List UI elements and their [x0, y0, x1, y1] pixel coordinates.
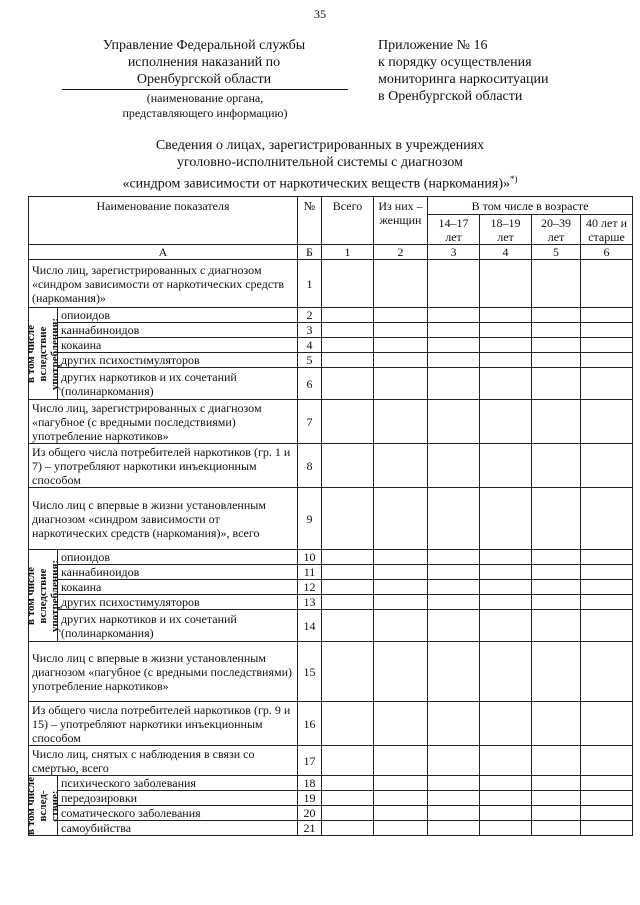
index-cell: 4 — [480, 245, 532, 260]
value-cell[interactable] — [428, 610, 480, 642]
value-cell[interactable] — [480, 702, 532, 746]
table-row — [29, 791, 633, 806]
group-label-text: в том числе вследствие употребления: — [25, 317, 61, 390]
value-cell[interactable] — [532, 821, 581, 836]
value-cell[interactable] — [532, 550, 581, 565]
value-cell[interactable] — [532, 791, 581, 806]
value-cell[interactable] — [322, 308, 374, 323]
value-cell[interactable] — [428, 565, 480, 580]
value-cell[interactable] — [322, 353, 374, 368]
row-number: 21 — [298, 821, 322, 836]
table-row — [29, 488, 633, 550]
value-cell[interactable] — [532, 400, 581, 444]
header-age: 40 лет и старше — [581, 215, 633, 245]
value-cell[interactable] — [532, 260, 581, 308]
value-cell[interactable] — [581, 565, 633, 580]
value-cell[interactable] — [374, 338, 428, 353]
value-cell[interactable] — [480, 488, 532, 550]
value-cell[interactable] — [374, 488, 428, 550]
value-cell[interactable] — [581, 595, 633, 610]
value-cell[interactable] — [322, 550, 374, 565]
table-row — [29, 323, 633, 338]
value-cell[interactable] — [374, 595, 428, 610]
table-row — [29, 580, 633, 595]
value-cell[interactable] — [532, 338, 581, 353]
row-label: каннабиноидов — [58, 323, 298, 338]
value-cell[interactable] — [581, 444, 633, 488]
group-label-text: в том числе вслед- ствие: — [25, 776, 61, 835]
value-cell[interactable] — [581, 323, 633, 338]
value-cell[interactable] — [322, 806, 374, 821]
value-cell[interactable] — [581, 353, 633, 368]
value-cell[interactable] — [480, 610, 532, 642]
value-cell[interactable] — [374, 642, 428, 702]
value-cell[interactable] — [374, 353, 428, 368]
value-cell[interactable] — [428, 642, 480, 702]
value-cell[interactable] — [374, 400, 428, 444]
index-cell: 3 — [428, 245, 480, 260]
value-cell[interactable] — [374, 702, 428, 746]
value-cell[interactable] — [581, 368, 633, 400]
header-women: Из них – женщин — [374, 197, 428, 245]
title-line: «синдром зависимости от наркотических веществ (наркомания)»*) — [122, 174, 518, 192]
value-cell[interactable] — [581, 308, 633, 323]
value-cell[interactable] — [532, 565, 581, 580]
value-cell[interactable] — [322, 580, 374, 595]
value-cell[interactable] — [374, 444, 428, 488]
value-cell[interactable] — [374, 776, 428, 791]
value-cell[interactable] — [581, 260, 633, 308]
table-row — [29, 368, 633, 400]
value-cell[interactable] — [428, 260, 480, 308]
table-row — [29, 776, 633, 791]
header-age: 14–17 лет — [428, 215, 480, 245]
value-cell[interactable] — [374, 550, 428, 565]
row-label: психического заболевания — [58, 776, 298, 791]
row-number: 8 — [298, 444, 322, 488]
footnote-mark: *) — [510, 174, 518, 184]
value-cell[interactable] — [322, 488, 374, 550]
value-cell[interactable] — [480, 791, 532, 806]
value-cell[interactable] — [581, 791, 633, 806]
value-cell[interactable] — [581, 400, 633, 444]
value-cell[interactable] — [581, 806, 633, 821]
row-label: Число лиц, снятых с наблюдения в связи со смертью, всего — [29, 746, 298, 776]
caption-line: представляющего информацию) — [122, 106, 288, 120]
value-cell[interactable] — [532, 806, 581, 821]
table-row — [29, 353, 633, 368]
value-cell[interactable] — [428, 323, 480, 338]
row-label: Число лиц, зарегистрированных с диагнозом «пагубное (с вредными последствиями) употребление наркотиков» — [29, 400, 298, 444]
row-number: 13 — [298, 595, 322, 610]
row-number: 14 — [298, 610, 322, 642]
value-cell[interactable] — [581, 580, 633, 595]
value-cell[interactable] — [480, 260, 532, 308]
org-line: Оренбургской области — [136, 72, 272, 87]
table-row — [29, 821, 633, 836]
row-number: 19 — [298, 791, 322, 806]
row-label: опиоидов — [58, 550, 298, 565]
row-number: 17 — [298, 746, 322, 776]
value-cell[interactable] — [428, 821, 480, 836]
table-row — [29, 806, 633, 821]
header-indicator: Наименование показателя — [29, 197, 298, 245]
row-label: соматического заболевания — [58, 806, 298, 821]
value-cell[interactable] — [480, 550, 532, 565]
row-number: 9 — [298, 488, 322, 550]
row-label: Число лиц с впервые в жизни установленным диагнозом «синдром зависимости от наркотических средств (наркомания)», всего — [29, 488, 298, 550]
statistics-table — [25, 196, 633, 836]
value-cell[interactable] — [480, 642, 532, 702]
value-cell[interactable] — [428, 791, 480, 806]
value-cell[interactable] — [374, 565, 428, 580]
value-cell[interactable] — [532, 353, 581, 368]
value-cell[interactable] — [581, 338, 633, 353]
row-label: Из общего числа потребителей наркотиков (гр. 9 и 15) – употребляют наркотики инъекционным способом — [29, 702, 298, 746]
appendix-line: мониторинга наркоситуации — [378, 72, 549, 87]
table-row — [29, 444, 633, 488]
index-cell: Б — [298, 245, 322, 260]
row-label: каннабиноидов — [58, 565, 298, 580]
value-cell[interactable] — [480, 806, 532, 821]
value-cell[interactable] — [428, 488, 480, 550]
value-cell[interactable] — [428, 308, 480, 323]
value-cell[interactable] — [581, 702, 633, 746]
value-cell[interactable] — [374, 323, 428, 338]
value-cell[interactable] — [428, 702, 480, 746]
row-number: 11 — [298, 565, 322, 580]
value-cell[interactable] — [428, 353, 480, 368]
row-number: 12 — [298, 580, 322, 595]
table-row — [29, 260, 633, 308]
value-cell[interactable] — [480, 746, 532, 776]
row-number: 5 — [298, 353, 322, 368]
header-row — [29, 197, 633, 215]
value-cell[interactable] — [480, 323, 532, 338]
value-cell[interactable] — [532, 488, 581, 550]
page-number: 35 — [314, 7, 326, 21]
row-label: Из общего числа потребителей наркотиков (гр. 1 и 7) – употребляют наркотики инъекционным способом — [29, 444, 298, 488]
value-cell[interactable] — [532, 580, 581, 595]
row-label: самоубийства — [58, 821, 298, 836]
index-cell: 6 — [581, 245, 633, 260]
value-cell[interactable] — [428, 368, 480, 400]
row-label: кокаина — [58, 338, 298, 353]
index-cell: 2 — [374, 245, 428, 260]
value-cell[interactable] — [532, 776, 581, 791]
value-cell[interactable] — [581, 821, 633, 836]
table-row — [29, 308, 633, 323]
value-cell[interactable] — [581, 642, 633, 702]
row-label: Число лиц с впервые в жизни установленным диагнозом «пагубное (с вредными последствиями) употребление наркотиков» — [29, 642, 298, 702]
header-total: Всего — [322, 197, 374, 245]
group-label-cause — [25, 776, 61, 836]
row-number: 2 — [298, 308, 322, 323]
value-cell[interactable] — [480, 444, 532, 488]
value-cell[interactable] — [480, 308, 532, 323]
index-cell: А — [29, 245, 298, 260]
value-cell[interactable] — [322, 642, 374, 702]
value-cell[interactable] — [428, 776, 480, 791]
group-label-use — [25, 550, 61, 642]
value-cell[interactable] — [374, 308, 428, 323]
value-cell[interactable] — [374, 580, 428, 595]
row-label: других психостимуляторов — [58, 353, 298, 368]
row-label: передозировки — [58, 791, 298, 806]
organization-name — [58, 37, 350, 88]
row-label: кокаина — [58, 580, 298, 595]
table-row — [29, 610, 633, 642]
value-cell[interactable] — [480, 821, 532, 836]
header-age: 20–39 лет — [532, 215, 581, 245]
value-cell[interactable] — [374, 821, 428, 836]
value-cell[interactable] — [532, 610, 581, 642]
index-cell: 1 — [322, 245, 374, 260]
value-cell[interactable] — [322, 610, 374, 642]
value-cell[interactable] — [428, 550, 480, 565]
header-age: 18–19 лет — [480, 215, 532, 245]
row-label: других наркотиков и их сочетаний (полинаркомания) — [58, 610, 298, 642]
row-label: других психостимуляторов — [58, 595, 298, 610]
header-number: № — [298, 197, 322, 245]
row-number: 7 — [298, 400, 322, 444]
value-cell[interactable] — [322, 702, 374, 746]
value-cell[interactable] — [374, 260, 428, 308]
row-number: 16 — [298, 702, 322, 746]
value-cell[interactable] — [480, 353, 532, 368]
value-cell[interactable] — [480, 580, 532, 595]
value-cell[interactable] — [428, 444, 480, 488]
appendix-header — [378, 37, 608, 105]
caption-line: (наименование органа, — [146, 91, 264, 105]
row-number: 4 — [298, 338, 322, 353]
header-age-group: В том числе в возрасте — [428, 197, 633, 215]
value-cell[interactable] — [322, 776, 374, 791]
title-line: Сведения о лицах, зарегистрированных в учреждениях — [155, 138, 485, 153]
table-row — [29, 702, 633, 746]
value-cell[interactable] — [428, 595, 480, 610]
document-title — [20, 137, 620, 193]
value-cell[interactable] — [428, 746, 480, 776]
value-cell[interactable] — [581, 746, 633, 776]
row-number: 1 — [298, 260, 322, 308]
value-cell[interactable] — [322, 565, 374, 580]
value-cell[interactable] — [581, 776, 633, 791]
row-number: 18 — [298, 776, 322, 791]
value-cell[interactable] — [428, 806, 480, 821]
appendix-line: в Оренбургской области — [378, 89, 523, 104]
table-row — [29, 565, 633, 580]
value-cell[interactable] — [428, 580, 480, 595]
value-cell[interactable] — [322, 260, 374, 308]
value-cell[interactable] — [374, 791, 428, 806]
value-cell[interactable] — [480, 776, 532, 791]
table-row — [29, 550, 633, 565]
index-cell: 5 — [532, 245, 581, 260]
value-cell[interactable] — [322, 368, 374, 400]
value-cell[interactable] — [322, 746, 374, 776]
value-cell[interactable] — [322, 444, 374, 488]
value-cell[interactable] — [480, 338, 532, 353]
value-cell[interactable] — [322, 338, 374, 353]
group-label-use — [25, 308, 61, 400]
index-row — [29, 245, 633, 260]
value-cell[interactable] — [532, 368, 581, 400]
value-cell[interactable] — [480, 595, 532, 610]
value-cell[interactable] — [322, 400, 374, 444]
table-row — [29, 400, 633, 444]
group-label-text: в том числе вследствие употребления: — [25, 559, 61, 632]
value-cell[interactable] — [581, 610, 633, 642]
value-cell[interactable] — [374, 746, 428, 776]
org-underline — [62, 89, 348, 90]
row-label: опиоидов — [58, 308, 298, 323]
row-number: 3 — [298, 323, 322, 338]
row-number: 20 — [298, 806, 322, 821]
org-line: Управление Федеральной службы — [102, 38, 306, 53]
row-number: 6 — [298, 368, 322, 400]
value-cell[interactable] — [532, 595, 581, 610]
value-cell[interactable] — [480, 565, 532, 580]
value-cell[interactable] — [374, 806, 428, 821]
value-cell[interactable] — [322, 791, 374, 806]
row-number: 10 — [298, 550, 322, 565]
row-label: Число лиц, зарегистрированных с диагнозом «синдром зависимости от наркотических средств (наркомания)» — [29, 260, 298, 308]
table-row — [29, 595, 633, 610]
value-cell[interactable] — [322, 323, 374, 338]
value-cell[interactable] — [428, 400, 480, 444]
value-cell[interactable] — [532, 323, 581, 338]
table-row — [29, 746, 633, 776]
value-cell[interactable] — [532, 444, 581, 488]
value-cell[interactable] — [374, 610, 428, 642]
table-row — [29, 338, 633, 353]
value-cell[interactable] — [322, 821, 374, 836]
value-cell[interactable] — [374, 368, 428, 400]
row-number: 15 — [298, 642, 322, 702]
organization-caption — [62, 91, 348, 121]
appendix-line: Приложение № 16 — [378, 38, 488, 53]
value-cell[interactable] — [532, 642, 581, 702]
value-cell[interactable] — [480, 400, 532, 444]
row-label: других наркотиков и их сочетаний (полинаркомания) — [58, 368, 298, 400]
value-cell[interactable] — [428, 338, 480, 353]
org-line: исполнения наказаний по — [127, 55, 281, 70]
value-cell[interactable] — [532, 746, 581, 776]
value-cell[interactable] — [581, 550, 633, 565]
value-cell[interactable] — [532, 308, 581, 323]
value-cell[interactable] — [322, 595, 374, 610]
table-row — [29, 642, 633, 702]
value-cell[interactable] — [532, 702, 581, 746]
value-cell[interactable] — [480, 368, 532, 400]
title-line: уголовно-исполнительной системы с диагнозом — [177, 155, 463, 170]
value-cell[interactable] — [581, 488, 633, 550]
appendix-line: к порядку осуществления — [378, 55, 532, 70]
